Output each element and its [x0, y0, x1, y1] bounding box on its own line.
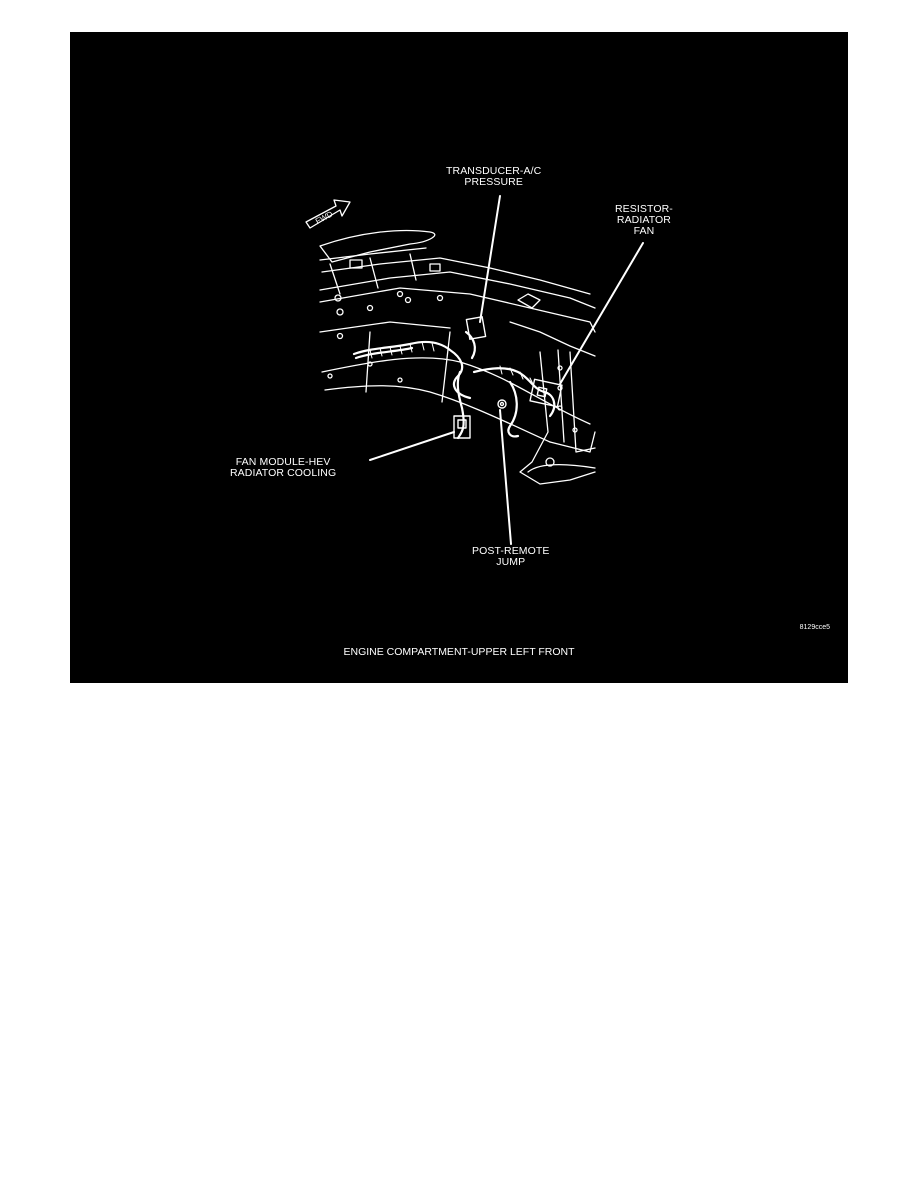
callout-post-remote-jump: POST-REMOTE JUMP	[472, 545, 550, 568]
engine-compartment-illustration	[70, 32, 848, 683]
figure-caption: ENGINE COMPARTMENT-UPPER LEFT FRONT	[343, 646, 575, 658]
figure-id: 8129cce5	[799, 624, 830, 631]
callout-resistor-radiator-fan: RESISTOR- RADIATOR FAN	[615, 203, 673, 237]
callout-leaders	[370, 196, 643, 544]
diagram-figure	[70, 32, 848, 683]
callout-fan-module-hev: FAN MODULE-HEV RADIATOR COOLING	[230, 456, 337, 479]
callout-transducer-ac-pressure: TRANSDUCER-A/C PRESSURE	[446, 165, 542, 188]
upper-rail	[320, 231, 595, 308]
forward-arrow-icon	[306, 200, 350, 228]
fwd-label: FWD	[313, 209, 335, 226]
